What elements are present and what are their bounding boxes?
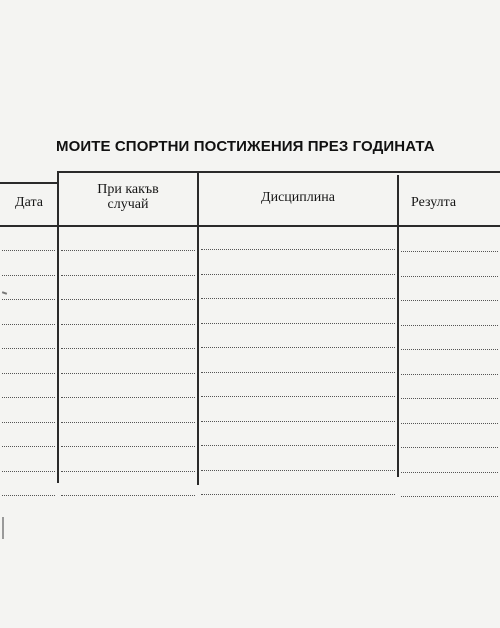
- occasion-cell-line: [61, 471, 195, 472]
- result-cell-line: [401, 496, 498, 497]
- discipline-cell-line: [201, 372, 395, 373]
- result-cell-line: [401, 251, 498, 252]
- discipline-cell-line: [201, 470, 395, 471]
- column-header-occasion-line1: При какъв: [97, 182, 159, 197]
- table-top-rule: [0, 182, 58, 184]
- header-bottom-rule: [0, 225, 500, 227]
- column-header-result: Резулта: [411, 195, 457, 210]
- column-header-occasion-line2: случай: [107, 197, 149, 212]
- page-title: МОИТЕ СПОРТНИ ПОСТИЖЕНИЯ ПРЕЗ ГОДИНАТА: [56, 138, 435, 155]
- occasion-cell-line: [61, 422, 195, 423]
- result-cell-line: [401, 374, 498, 375]
- date-cell-line: [2, 422, 55, 423]
- result-cell-line: [401, 398, 498, 399]
- occasion-cell-line: [61, 373, 195, 374]
- date-cell-line: [2, 299, 55, 300]
- column-header-occasion: [62, 182, 194, 212]
- result-cell-line: [401, 276, 498, 277]
- column-header-discipline: Дисциплина: [261, 190, 335, 205]
- date-cell-line: [2, 324, 55, 325]
- discipline-cell-line: [201, 396, 395, 397]
- discipline-cell-line: [201, 347, 395, 348]
- occasion-cell-line: [61, 348, 195, 349]
- date-cell-line: [2, 495, 55, 496]
- result-cell-line: [401, 472, 498, 473]
- date-cell-line: [2, 373, 55, 374]
- discipline-cell-line: [201, 298, 395, 299]
- occasion-cell-line: [61, 397, 195, 398]
- discipline-cell-line: [201, 249, 395, 250]
- discipline-cell-line: [201, 445, 395, 446]
- date-cell-line: [2, 348, 55, 349]
- result-cell-line: [401, 349, 498, 350]
- column-header-date: Дата: [15, 195, 43, 210]
- paper-mark: [2, 291, 7, 295]
- discipline-cell-line: [201, 323, 395, 324]
- occasion-cell-line: [61, 495, 195, 496]
- date-cell-line: [2, 446, 55, 447]
- discipline-cell-line: [201, 421, 395, 422]
- result-cell-line: [401, 300, 498, 301]
- result-cell-line: [401, 423, 498, 424]
- date-cell-line: [2, 397, 55, 398]
- occasion-cell-line: [61, 446, 195, 447]
- paper-mark: [2, 517, 4, 539]
- occasion-cell-line: [61, 324, 195, 325]
- date-cell-line: [2, 471, 55, 472]
- discipline-cell-line: [201, 494, 395, 495]
- column-divider: [397, 175, 399, 477]
- result-cell-line: [401, 325, 498, 326]
- occasion-cell-line: [61, 299, 195, 300]
- date-cell-line: [2, 275, 55, 276]
- date-cell-line: [2, 250, 55, 251]
- occasion-cell-line: [61, 275, 195, 276]
- column-divider: [197, 173, 199, 485]
- discipline-cell-line: [201, 274, 395, 275]
- table-top-rule: [58, 171, 500, 173]
- occasion-cell-line: [61, 250, 195, 251]
- result-cell-line: [401, 447, 498, 448]
- column-divider: [57, 171, 59, 483]
